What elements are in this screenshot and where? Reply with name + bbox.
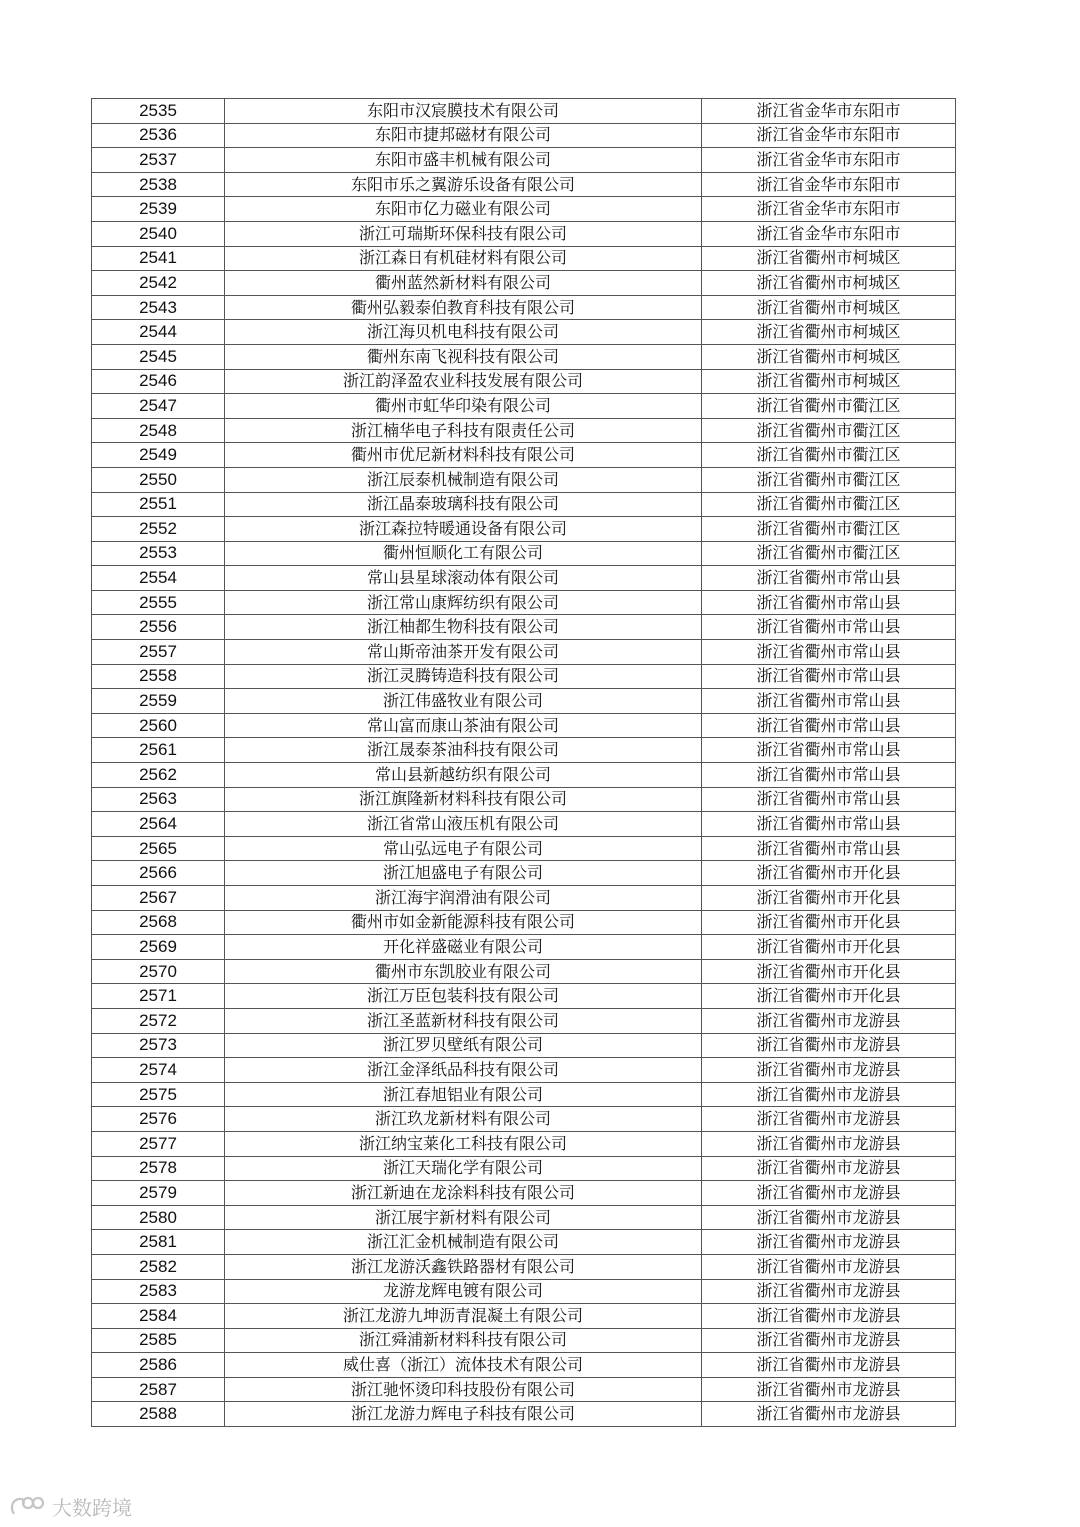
company-location: 浙江省衢州市龙游县 (702, 1058, 956, 1083)
table-row (92, 812, 956, 837)
company-name: 威仕喜（浙江）流体技术有限公司 (225, 1353, 702, 1378)
table-row (92, 910, 956, 935)
company-location: 浙江省衢州市衢江区 (702, 541, 956, 566)
row-number: 2588 (92, 1402, 225, 1427)
row-number: 2577 (92, 1131, 225, 1156)
table-row (92, 418, 956, 443)
company-name: 浙江展宇新材料有限公司 (225, 1205, 702, 1230)
company-location: 浙江省衢州市龙游县 (702, 1353, 956, 1378)
row-number: 2565 (92, 836, 225, 861)
company-name: 浙江万臣包装科技有限公司 (225, 984, 702, 1009)
company-name: 衢州市虹华印染有限公司 (225, 394, 702, 419)
company-location: 浙江省衢州市柯城区 (702, 344, 956, 369)
company-name: 浙江森日有机硅材料有限公司 (225, 246, 702, 271)
company-name: 浙江旗隆新材料科技有限公司 (225, 787, 702, 812)
table-row (92, 984, 956, 1009)
row-number: 2584 (92, 1304, 225, 1329)
company-location: 浙江省衢州市常山县 (702, 812, 956, 837)
row-number: 2558 (92, 664, 225, 689)
table-row (92, 246, 956, 271)
company-name: 浙江舜浦新材料科技有限公司 (225, 1328, 702, 1353)
table-row (92, 959, 956, 984)
company-name: 浙江可瑞斯环保科技有限公司 (225, 221, 702, 246)
company-location: 浙江省金华市东阳市 (702, 172, 956, 197)
row-number: 2581 (92, 1230, 225, 1255)
table-row (92, 590, 956, 615)
row-number: 2540 (92, 221, 225, 246)
row-number: 2545 (92, 344, 225, 369)
company-location: 浙江省衢州市常山县 (702, 615, 956, 640)
table-row (92, 713, 956, 738)
company-name: 浙江圣蓝新材科技有限公司 (225, 1008, 702, 1033)
company-location: 浙江省衢州市龙游县 (702, 1254, 956, 1279)
row-number: 2557 (92, 640, 225, 665)
company-name: 常山弘远电子有限公司 (225, 836, 702, 861)
table-row (92, 836, 956, 861)
table-row (92, 1205, 956, 1230)
table-row (92, 295, 956, 320)
table-row (92, 566, 956, 591)
company-name: 浙江天瑞化学有限公司 (225, 1156, 702, 1181)
company-location: 浙江省衢州市龙游县 (702, 1402, 956, 1427)
row-number: 2564 (92, 812, 225, 837)
company-name: 浙江森拉特暖通设备有限公司 (225, 517, 702, 542)
watermark-text: 大数跨境 (52, 1496, 132, 1520)
company-location: 浙江省衢州市常山县 (702, 566, 956, 591)
company-location: 浙江省衢州市龙游县 (702, 1279, 956, 1304)
table-row (92, 1304, 956, 1329)
table-row (92, 344, 956, 369)
company-name: 浙江晶泰玻璃科技有限公司 (225, 492, 702, 517)
company-name: 东阳市捷邦磁材有限公司 (225, 123, 702, 148)
row-number: 2541 (92, 246, 225, 271)
company-name: 常山富而康山茶油有限公司 (225, 713, 702, 738)
company-name: 浙江伟盛牧业有限公司 (225, 689, 702, 714)
company-name: 东阳市盛丰机械有限公司 (225, 148, 702, 173)
company-name: 浙江纳宝莱化工科技有限公司 (225, 1131, 702, 1156)
company-location: 浙江省衢州市龙游县 (702, 1008, 956, 1033)
table-row (92, 1353, 956, 1378)
company-name: 浙江新迪在龙涂料科技有限公司 (225, 1181, 702, 1206)
table-row (92, 541, 956, 566)
row-number: 2583 (92, 1279, 225, 1304)
company-location: 浙江省衢州市衢江区 (702, 443, 956, 468)
row-number: 2555 (92, 590, 225, 615)
table-row (92, 861, 956, 886)
company-name: 浙江龙游九坤沥青混凝土有限公司 (225, 1304, 702, 1329)
company-name: 浙江辰泰机械制造有限公司 (225, 467, 702, 492)
company-location: 浙江省金华市东阳市 (702, 123, 956, 148)
table-row (92, 1058, 956, 1083)
company-name: 浙江晟泰茶油科技有限公司 (225, 738, 702, 763)
company-location: 浙江省衢州市龙游县 (702, 1131, 956, 1156)
row-number: 2542 (92, 271, 225, 296)
row-number: 2567 (92, 886, 225, 911)
company-name: 常山斯帝油茶开发有限公司 (225, 640, 702, 665)
table-row (92, 886, 956, 911)
row-number: 2536 (92, 123, 225, 148)
table-row (92, 221, 956, 246)
company-location: 浙江省衢州市开化县 (702, 959, 956, 984)
table-row (92, 689, 956, 714)
company-name: 浙江韵泽盈农业科技发展有限公司 (225, 369, 702, 394)
company-location: 浙江省衢州市龙游县 (702, 1230, 956, 1255)
company-name: 浙江玖龙新材料有限公司 (225, 1107, 702, 1132)
table-row (92, 517, 956, 542)
table-row (92, 467, 956, 492)
company-location: 浙江省衢州市常山县 (702, 664, 956, 689)
company-name: 浙江海贝机电科技有限公司 (225, 320, 702, 345)
company-name: 常山县新越纺织有限公司 (225, 763, 702, 788)
company-name: 浙江灵腾铸造科技有限公司 (225, 664, 702, 689)
company-location: 浙江省衢州市衢江区 (702, 492, 956, 517)
company-name: 开化祥盛磁业有限公司 (225, 935, 702, 960)
company-name: 浙江龙游沃鑫铁路器材有限公司 (225, 1254, 702, 1279)
company-location: 浙江省衢州市龙游县 (702, 1377, 956, 1402)
company-name: 衢州市东凯胶业有限公司 (225, 959, 702, 984)
row-number: 2559 (92, 689, 225, 714)
row-number: 2574 (92, 1058, 225, 1083)
company-location: 浙江省金华市东阳市 (702, 99, 956, 124)
table-row (92, 492, 956, 517)
table-row (92, 1254, 956, 1279)
company-name: 浙江海宇润滑油有限公司 (225, 886, 702, 911)
company-location: 浙江省衢州市衢江区 (702, 467, 956, 492)
row-number: 2566 (92, 861, 225, 886)
company-name: 浙江春旭铝业有限公司 (225, 1082, 702, 1107)
company-location: 浙江省衢州市常山县 (702, 763, 956, 788)
table-row (92, 99, 956, 124)
watermark (8, 1492, 132, 1521)
row-number: 2569 (92, 935, 225, 960)
row-number: 2543 (92, 295, 225, 320)
table-row (92, 1279, 956, 1304)
company-location: 浙江省衢州市常山县 (702, 590, 956, 615)
table-body (92, 99, 956, 1427)
table-row (92, 320, 956, 345)
company-name: 常山县星球滚动体有限公司 (225, 566, 702, 591)
table-row (92, 369, 956, 394)
company-location: 浙江省衢州市常山县 (702, 836, 956, 861)
company-location: 浙江省衢州市衢江区 (702, 394, 956, 419)
company-name: 东阳市乐之翼游乐设备有限公司 (225, 172, 702, 197)
row-number: 2563 (92, 787, 225, 812)
row-number: 2535 (92, 99, 225, 124)
company-name: 衢州恒顺化工有限公司 (225, 541, 702, 566)
company-name: 浙江金泽纸品科技有限公司 (225, 1058, 702, 1083)
row-number: 2554 (92, 566, 225, 591)
company-name: 浙江常山康辉纺织有限公司 (225, 590, 702, 615)
company-name: 衢州市优尼新材料科技有限公司 (225, 443, 702, 468)
company-location: 浙江省衢州市柯城区 (702, 295, 956, 320)
company-location: 浙江省衢州市柯城区 (702, 320, 956, 345)
company-name: 东阳市亿力磁业有限公司 (225, 197, 702, 222)
company-name: 浙江省常山液压机有限公司 (225, 812, 702, 837)
company-name: 衢州市如金新能源科技有限公司 (225, 910, 702, 935)
table-row (92, 197, 956, 222)
row-number: 2549 (92, 443, 225, 468)
company-location: 浙江省衢州市衢江区 (702, 418, 956, 443)
company-location: 浙江省衢州市龙游县 (702, 1328, 956, 1353)
company-name: 浙江罗贝壁纸有限公司 (225, 1033, 702, 1058)
company-name: 浙江驰怀烫印科技股份有限公司 (225, 1377, 702, 1402)
company-location: 浙江省衢州市常山县 (702, 738, 956, 763)
row-number: 2587 (92, 1377, 225, 1402)
row-number: 2548 (92, 418, 225, 443)
table-row (92, 935, 956, 960)
company-location: 浙江省衢州市龙游县 (702, 1181, 956, 1206)
row-number: 2546 (92, 369, 225, 394)
table-row (92, 1156, 956, 1181)
row-number: 2539 (92, 197, 225, 222)
table-row (92, 1008, 956, 1033)
table-row (92, 123, 956, 148)
table-row (92, 615, 956, 640)
company-table (91, 98, 956, 1427)
company-name: 浙江柚都生物科技有限公司 (225, 615, 702, 640)
company-name: 浙江龙游力辉电子科技有限公司 (225, 1402, 702, 1427)
company-location: 浙江省衢州市开化县 (702, 984, 956, 1009)
company-name: 衢州东南飞视科技有限公司 (225, 344, 702, 369)
table-row (92, 1402, 956, 1427)
company-name: 浙江楠华电子科技有限责任公司 (225, 418, 702, 443)
row-number: 2547 (92, 394, 225, 419)
row-number: 2568 (92, 910, 225, 935)
row-number: 2571 (92, 984, 225, 1009)
table-row (92, 1377, 956, 1402)
company-location: 浙江省衢州市常山县 (702, 640, 956, 665)
table-row (92, 1107, 956, 1132)
table-row (92, 640, 956, 665)
table-row (92, 763, 956, 788)
company-name: 衢州蓝然新材料有限公司 (225, 271, 702, 296)
company-location: 浙江省衢州市开化县 (702, 910, 956, 935)
row-number: 2572 (92, 1008, 225, 1033)
row-number: 2550 (92, 467, 225, 492)
row-number: 2538 (92, 172, 225, 197)
company-location: 浙江省金华市东阳市 (702, 197, 956, 222)
row-number: 2553 (92, 541, 225, 566)
table-row (92, 1230, 956, 1255)
row-number: 2578 (92, 1156, 225, 1181)
row-number: 2544 (92, 320, 225, 345)
table-row (92, 1181, 956, 1206)
row-number: 2582 (92, 1254, 225, 1279)
row-number: 2585 (92, 1328, 225, 1353)
company-location: 浙江省衢州市柯城区 (702, 246, 956, 271)
company-location: 浙江省衢州市龙游县 (702, 1107, 956, 1132)
row-number: 2561 (92, 738, 225, 763)
company-location: 浙江省衢州市龙游县 (702, 1082, 956, 1107)
table-row (92, 443, 956, 468)
company-location: 浙江省衢州市开化县 (702, 886, 956, 911)
table-row (92, 664, 956, 689)
row-number: 2570 (92, 959, 225, 984)
row-number: 2562 (92, 763, 225, 788)
company-name: 衢州弘毅泰伯教育科技有限公司 (225, 295, 702, 320)
table-row (92, 1033, 956, 1058)
row-number: 2573 (92, 1033, 225, 1058)
company-location: 浙江省衢州市衢江区 (702, 517, 956, 542)
row-number: 2551 (92, 492, 225, 517)
table-row (92, 1131, 956, 1156)
table-row (92, 787, 956, 812)
table-row (92, 271, 956, 296)
row-number: 2586 (92, 1353, 225, 1378)
company-location: 浙江省金华市东阳市 (702, 221, 956, 246)
table-row (92, 148, 956, 173)
company-location: 浙江省衢州市开化县 (702, 935, 956, 960)
row-number: 2579 (92, 1181, 225, 1206)
company-location: 浙江省衢州市柯城区 (702, 369, 956, 394)
row-number: 2580 (92, 1205, 225, 1230)
table-row (92, 1082, 956, 1107)
row-number: 2556 (92, 615, 225, 640)
row-number: 2552 (92, 517, 225, 542)
table-row (92, 172, 956, 197)
table-row (92, 738, 956, 763)
logo-mark-icon (8, 1494, 46, 1520)
company-location: 浙江省衢州市开化县 (702, 861, 956, 886)
company-name: 东阳市汉宸膜技术有限公司 (225, 99, 702, 124)
company-name: 龙游龙辉电镀有限公司 (225, 1279, 702, 1304)
row-number: 2537 (92, 148, 225, 173)
company-location: 浙江省衢州市龙游县 (702, 1033, 956, 1058)
table-row (92, 394, 956, 419)
company-location: 浙江省衢州市常山县 (702, 689, 956, 714)
company-location: 浙江省金华市东阳市 (702, 148, 956, 173)
company-location: 浙江省衢州市龙游县 (702, 1156, 956, 1181)
company-location: 浙江省衢州市常山县 (702, 713, 956, 738)
company-location: 浙江省衢州市龙游县 (702, 1205, 956, 1230)
company-location: 浙江省衢州市柯城区 (702, 271, 956, 296)
row-number: 2575 (92, 1082, 225, 1107)
row-number: 2576 (92, 1107, 225, 1132)
row-number: 2560 (92, 713, 225, 738)
table-row (92, 1328, 956, 1353)
company-name: 浙江汇金机械制造有限公司 (225, 1230, 702, 1255)
company-name: 浙江旭盛电子有限公司 (225, 861, 702, 886)
company-location: 浙江省衢州市龙游县 (702, 1304, 956, 1329)
company-location: 浙江省衢州市常山县 (702, 787, 956, 812)
